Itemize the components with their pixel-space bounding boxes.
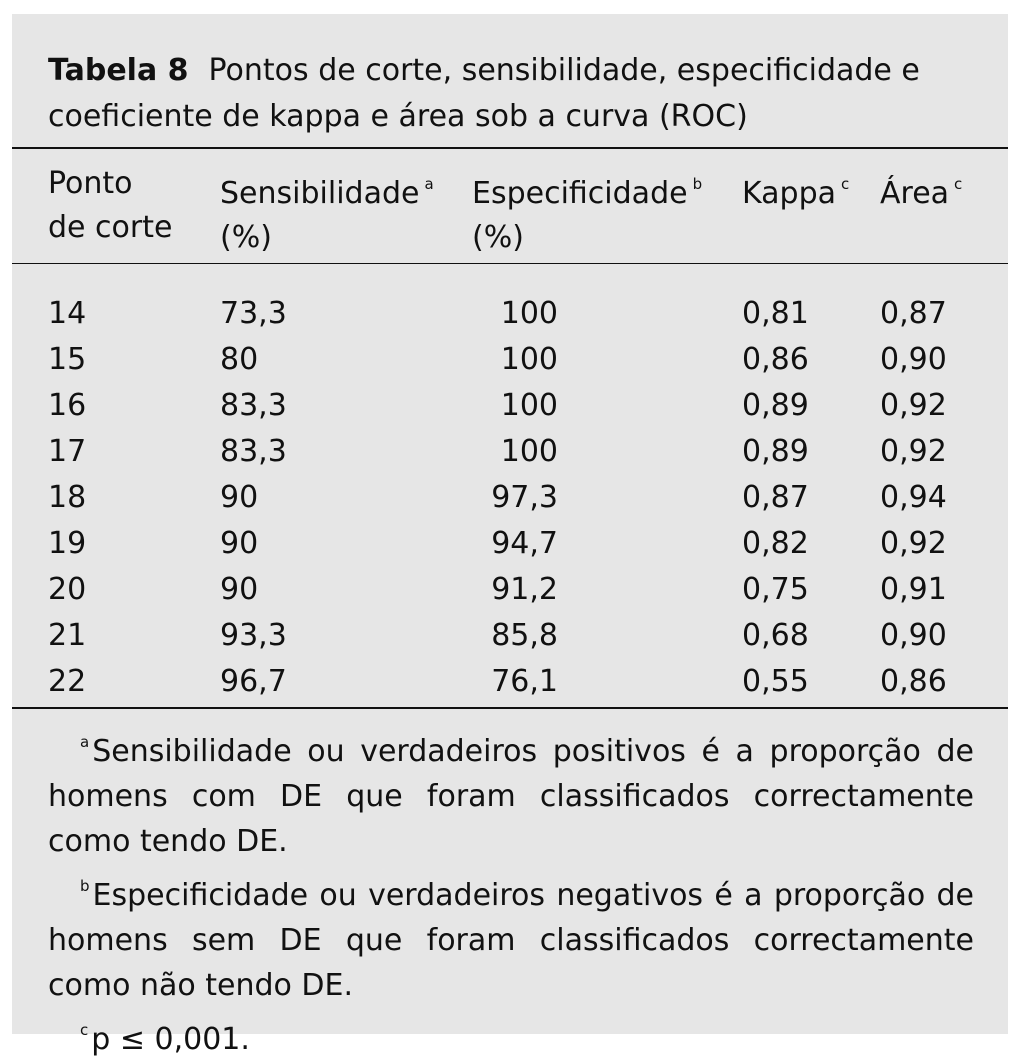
- table-cell: 80: [220, 342, 259, 377]
- table-caption: [48, 48, 978, 140]
- table-cell: 94,7: [491, 526, 558, 561]
- top-rule: [12, 147, 1008, 149]
- table-cell: 0,55: [742, 664, 809, 699]
- footnote-c: [48, 1008, 974, 1062]
- header-area: [880, 162, 962, 216]
- table-panel: [12, 14, 1008, 1057]
- table-cell: 90: [220, 526, 259, 561]
- table-cell: 0,68: [742, 618, 809, 653]
- table-cell: 96,7: [220, 664, 287, 699]
- footnote-mark: c: [954, 175, 963, 193]
- table-cell: 83,3: [220, 388, 287, 423]
- table-cell: 0,91: [880, 572, 947, 607]
- table-cell: 100: [500, 296, 558, 331]
- table-cell: 93,3: [220, 618, 287, 653]
- table-cell: 22: [48, 664, 87, 699]
- table-cell: 0,75: [742, 572, 809, 607]
- header-line: Sensibilidade: [220, 176, 420, 211]
- table-cell: 0,87: [880, 296, 947, 331]
- footnote-mark: b: [692, 175, 703, 193]
- header-line: Área: [880, 176, 950, 211]
- header-sensibilidade: [220, 162, 434, 260]
- table-cell: 100: [500, 434, 558, 469]
- table-cell: 0,92: [880, 434, 947, 469]
- table-cell: 100: [500, 388, 558, 423]
- table-cell: 17: [48, 434, 87, 469]
- table-cell: 0,92: [880, 388, 947, 423]
- table-cell: 0,90: [880, 342, 947, 377]
- header-line: Especificidade: [472, 176, 688, 211]
- table-cell: 90: [220, 480, 259, 515]
- header-rule: [12, 263, 1008, 264]
- table-cell: 83,3: [220, 434, 287, 469]
- footnote-text: Especificidade ou verdadeiros negativos é a proporção de homens sem DE que foram classificados correctamente como não tendo DE.: [48, 878, 974, 1003]
- table-cell: 73,3: [220, 296, 287, 331]
- header-kappa: [742, 162, 849, 216]
- footnote-mark: a: [424, 175, 434, 193]
- table-cell: 18: [48, 480, 87, 515]
- header-line: (%): [472, 220, 524, 255]
- table-cell: 76,1: [491, 664, 558, 699]
- table-cell: 90: [220, 572, 259, 607]
- table-cell: 0,86: [880, 664, 947, 699]
- table-cell: 0,82: [742, 526, 809, 561]
- footnotes: [48, 720, 974, 1062]
- header-line: Kappa: [742, 176, 836, 211]
- footnote-text: p ≤ 0,001.: [91, 1022, 250, 1057]
- table-cell: 0,89: [742, 434, 809, 469]
- header-especificidade: [472, 162, 702, 260]
- table-label: Tabela 8: [48, 53, 189, 88]
- table-cell: 19: [48, 526, 87, 561]
- table-cell: 0,90: [880, 618, 947, 653]
- table-cell: 21: [48, 618, 87, 653]
- table-cell: 85,8: [491, 618, 558, 653]
- header-line: Ponto: [48, 166, 133, 201]
- table-cell: 0,87: [742, 480, 809, 515]
- table-cell: 0,81: [742, 296, 809, 331]
- table-cell: 14: [48, 296, 87, 331]
- header-line: (%): [220, 220, 272, 255]
- footnote-text: Sensibilidade ou verdadeiros positivos é a proporção de homens com DE que foram classificados correctamente como tendo DE.: [48, 734, 974, 859]
- table-cell: 20: [48, 572, 87, 607]
- footnote-a: [48, 720, 974, 864]
- table-cell: 15: [48, 342, 87, 377]
- header-line: de corte: [48, 210, 173, 245]
- table-cell: 16: [48, 388, 87, 423]
- table-title: Pontos de corte, sensibilidade, especificidade e coeficiente de kappa e área sob a curva (ROC): [48, 53, 920, 134]
- table-cell: 0,86: [742, 342, 809, 377]
- table-cell: 0,92: [880, 526, 947, 561]
- footnote-mark: c: [841, 175, 850, 193]
- footnote-b: [48, 864, 974, 1008]
- table-cell: 0,89: [742, 388, 809, 423]
- table-cell: 97,3: [491, 480, 558, 515]
- footnote-mark: b: [80, 877, 90, 895]
- table-cell: 100: [500, 342, 558, 377]
- table-cell: 0,94: [880, 480, 947, 515]
- footnote-mark: c: [80, 1021, 89, 1039]
- footnote-mark: a: [80, 733, 90, 751]
- header-ponto-de-corte: [48, 162, 172, 250]
- table-cell: 91,2: [491, 572, 558, 607]
- bottom-rule: [12, 707, 1008, 709]
